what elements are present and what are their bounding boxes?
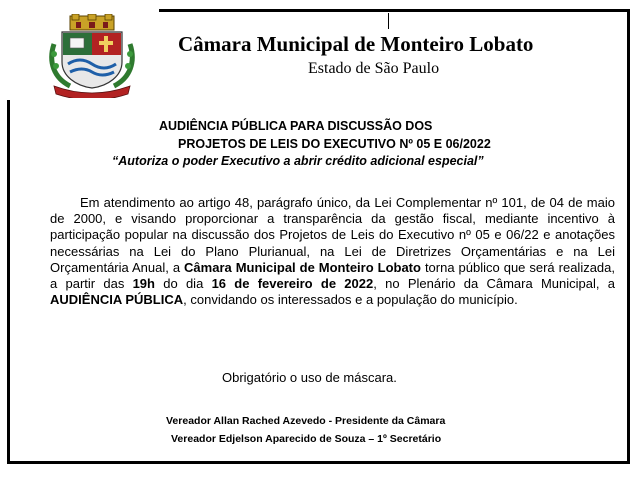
frame-border-top — [159, 9, 629, 12]
signature-secretary: Vereador Edjelson Aparecido de Souza – 1º Secretário — [171, 433, 442, 445]
body-time: 19h — [132, 276, 155, 292]
body-part1: Em atendimento ao artigo 48, parágrafo único, da Lei Complementar nº 101, de 04 de maio de 2000, e visando proporcionar a transparência da gestão fiscal, mediante incentivo à participação popular na discussão dos Projetos de Leis do Executivo nº 05 e 06/22 e anotações necessárias na Lei do Plano Plurianual, na Lei de Diretrizes Orçamentárias e na Lei Orçamentária Anual, a — [50, 195, 615, 275]
notice-heading-line1: AUDIÊNCIA PÚBLICA PARA DISCUSSÃO DOS — [159, 119, 433, 133]
body-part2: torna público que será realizada, a partir das — [50, 259, 616, 292]
frame-border-left — [7, 100, 10, 464]
notice-heading-line2: PROJETOS DE LEIS DO EXECUTIVO Nº 05 E 06/2022 — [178, 137, 491, 151]
frame-border-right — [627, 9, 630, 464]
mask-notice: Obrigatório o uso de máscara. — [222, 370, 397, 385]
notice-body — [50, 195, 615, 308]
page-title: Câmara Municipal de Monteiro Lobato — [178, 32, 534, 56]
body-part3: do dia — [154, 276, 212, 292]
cursor-mark — [388, 13, 389, 29]
page-subtitle: Estado de São Paulo — [308, 60, 440, 77]
signature-president: Vereador Allan Rached Azevedo - Presidente da Câmara — [166, 415, 446, 427]
frame-border-bottom — [7, 461, 630, 464]
municipal-coat-of-arms-icon — [44, 14, 140, 98]
body-part4: , no Plenário da Câmara Municipal, a — [373, 276, 615, 292]
body-chamber-name: Câmara Municipal de Monteiro Lobato — [184, 259, 421, 275]
body-date: 16 de fevereiro de 2022 — [211, 276, 374, 292]
notice-heading-line3: “Autoriza o poder Executivo a abrir crédito adicional especial” — [112, 154, 484, 168]
body-event: AUDIÊNCIA PÚBLICA — [50, 292, 184, 308]
body-part5: , convidando os interessados e a população do município. — [183, 292, 518, 308]
